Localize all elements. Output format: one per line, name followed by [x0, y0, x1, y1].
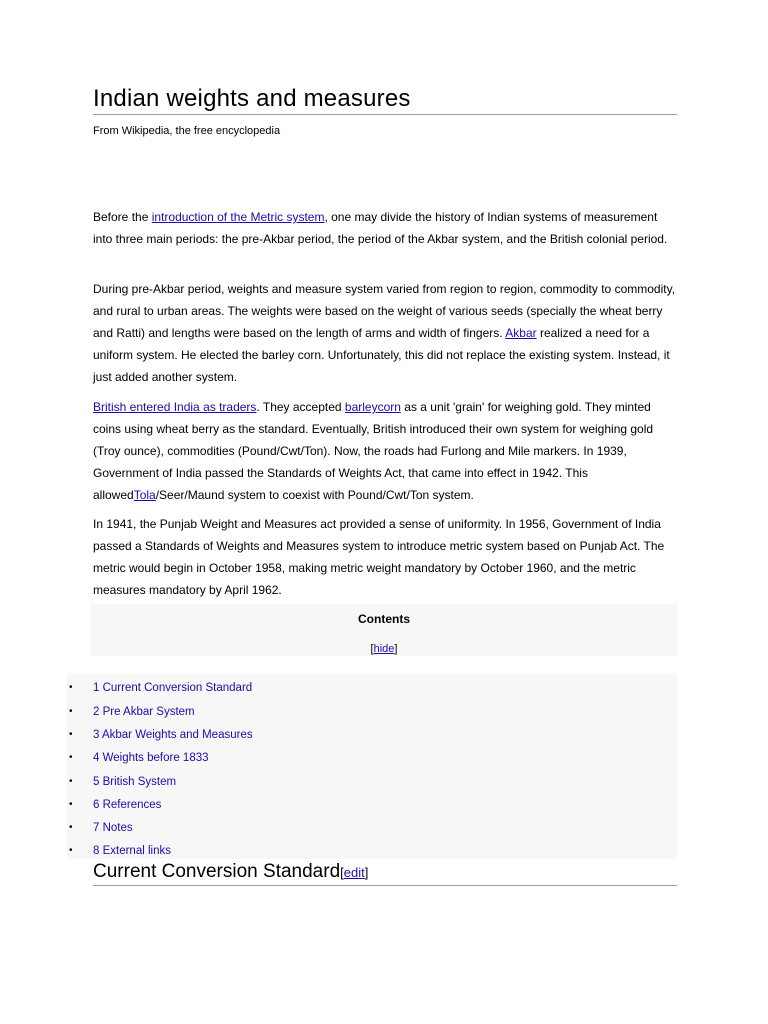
intro-paragraph — [93, 206, 677, 250]
barleycorn-link[interactable]: barleycorn — [344, 400, 401, 414]
bullet-icon: • — [69, 776, 73, 787]
toc-toggle — [91, 643, 677, 655]
toc-link-2[interactable]: 2 Pre Akbar System — [93, 706, 195, 718]
toc-link-8[interactable]: 8 External links — [93, 845, 171, 857]
british-paragraph — [93, 396, 677, 506]
p1-text-b: , one may divide the history of Indian systems of measurement into three main periods: the pre-Akbar period, the period of the Akbar system, and the British colonial period. — [93, 210, 668, 246]
toc-link-4[interactable]: 4 Weights before 1833 — [93, 752, 209, 764]
toc-link-5[interactable]: 5 British System — [93, 776, 177, 788]
toc-title: Contents — [358, 612, 410, 626]
punjab-paragraph: In 1941, the Punjab Weight and Measures act provided a sense of uniformity. In 1956, Government of India passed a Standards of Weights and Measures system to introduce metric system based on Punjab Act. The metric would begin in October 1958, making metric weight mandatory by October 1960, and the metric measures mandatory by April 1962. — [93, 517, 665, 597]
bullet-icon: • — [69, 799, 73, 810]
toc-link-6[interactable]: 6 References — [93, 799, 162, 811]
akbar-link[interactable]: Akbar — [505, 326, 537, 340]
section-heading — [93, 859, 677, 886]
toc-header — [91, 604, 677, 656]
p1-text-a: Before the — [93, 210, 152, 224]
toc-link-1[interactable]: 1 Current Conversion Standard — [93, 682, 253, 694]
toc-link-3[interactable]: 3 Akbar Weights and Measures — [93, 729, 253, 741]
p3-text-a: . They accepted — [256, 400, 345, 414]
edit-section — [340, 865, 368, 880]
page-title: Indian weights and measures — [93, 84, 677, 115]
edit-link[interactable]: edit — [343, 865, 365, 880]
bullet-icon: • — [69, 706, 73, 717]
bullet-icon: • — [69, 845, 73, 856]
p3-text-b: as a unit 'grain' for weighing gold. They minted coins using wheat berry as the standard. Eventually, British introduced their own system for weighing gold (Troy ounce), commodities (Pound/Cwt/Ton). Now, the roads had Furlong and Mile markers. In 1939, Government of India passed the Standards of Weights Act, that came into effect in 1942. This allowed — [93, 400, 654, 502]
bullet-icon: • — [69, 729, 73, 740]
toc-hide-link[interactable]: hide — [373, 643, 395, 655]
british-traders-link[interactable]: British entered India as traders — [93, 400, 257, 414]
edit-open-bracket: [ — [340, 865, 344, 880]
section-heading-text: Current Conversion Standard — [93, 861, 341, 882]
metric-system-link[interactable]: introduction of the Metric system — [151, 210, 325, 224]
tagline: From Wikipedia, the free encyclopedia — [93, 125, 281, 137]
toc-link-7[interactable]: 7 Notes — [93, 822, 133, 834]
edit-close-bracket: ] — [364, 865, 369, 880]
pre-akbar-paragraph — [93, 278, 677, 388]
p2-text-b: realized a need for a uniform system. He elected the barley corn. Unfortunately, this did not replace the existing system. Instead, it just added another system. — [93, 326, 670, 384]
p2-text-a: During pre-Akbar period, weights and measure system varied from region to region, commodity to commodity, and rural to urban areas. The weights were based on the weight of various seeds (specially the wheat berry and Ratti) and lengths were based on the length of arms and width of fingers. — [93, 282, 676, 340]
toc-list — [67, 673, 677, 859]
bullet-icon: • — [69, 822, 73, 833]
tola-link[interactable]: Tola — [133, 488, 156, 502]
bullet-icon: • — [69, 682, 73, 693]
bullet-icon: • — [69, 752, 73, 763]
toc-hide-close-bracket: ] — [394, 643, 398, 655]
toc-hide-open-bracket: [ — [370, 643, 374, 655]
p3-text-c: /Seer/Maund system to coexist with Pound/Cwt/Ton system. — [155, 488, 474, 502]
